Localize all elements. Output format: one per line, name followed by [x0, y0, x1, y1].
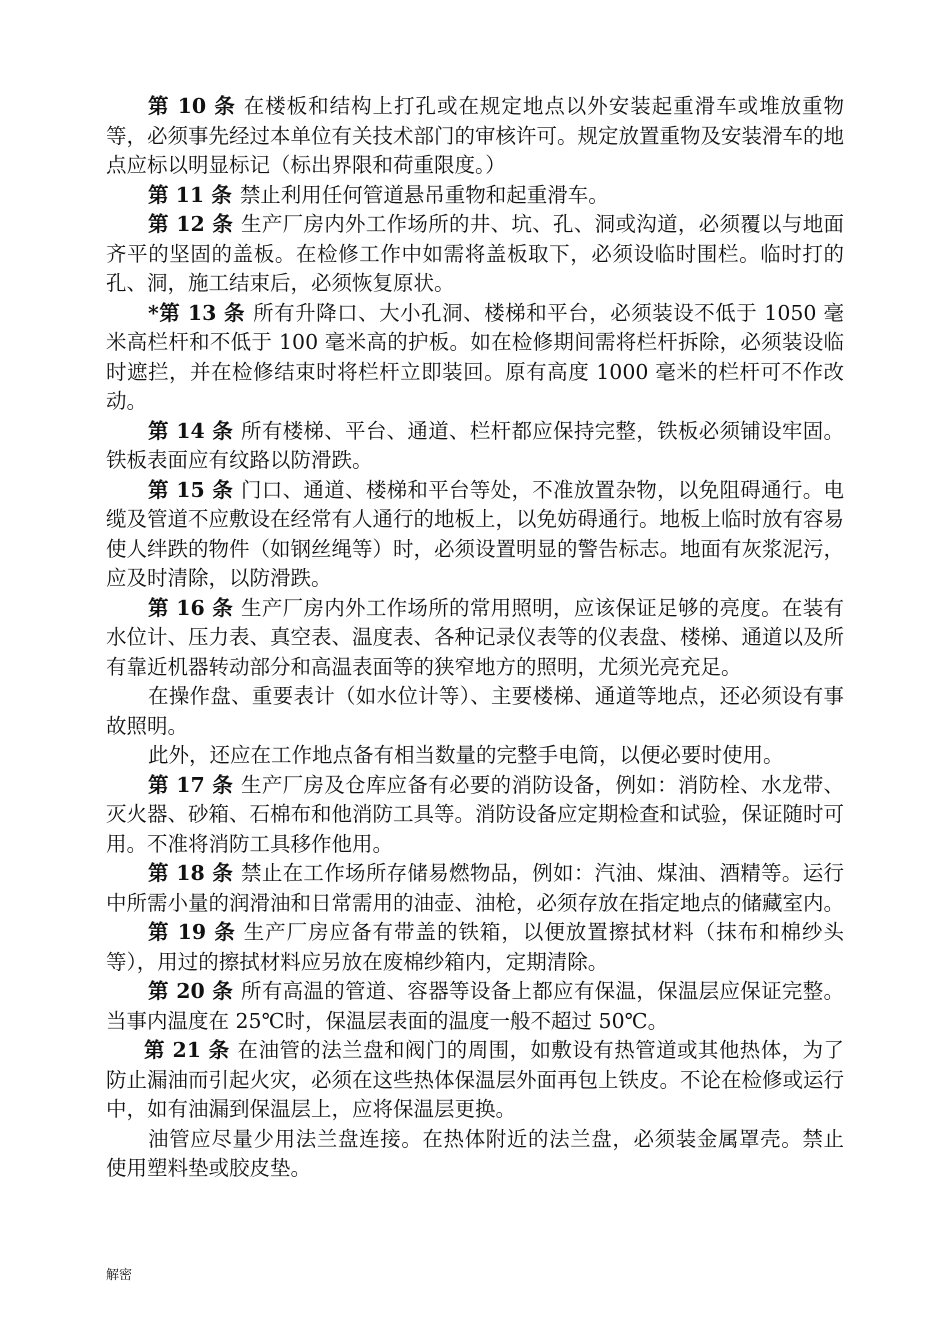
article-number: 第 14 条: [148, 418, 234, 443]
article-number: 第 19 条: [148, 920, 236, 944]
article-number: 第 20 条: [148, 979, 234, 1003]
article-number: 第 11 条: [148, 182, 232, 207]
article-16-para-3: [106, 741, 844, 771]
article-number: 第 16 条: [148, 595, 234, 620]
article-text: 禁止利用任何管道悬吊重物和起重滑车。: [239, 182, 609, 207]
article-12: [106, 210, 844, 299]
paragraph-text: 油管应尽量少用法兰盘连接。在热体附近的法兰盘，必须装金属罩壳。禁止使用塑料垫或胶皮垫。: [106, 1126, 844, 1180]
article-text: 禁止在工作场所存储易燃物品，例如：汽油、煤油、酒精等。运行中所需小量的润滑油和日常需用的油壶、油枪，必须存放在指定地点的储藏室内。: [106, 861, 844, 915]
article-text: 生产厂房内外工作场所的井、坑、孔、洞或沟道，必须覆以与地面齐平的坚固的盖板。在检修工作中如需将盖板取下，必须设临时围栏。临时打的孔、洞，施工结束后，必须恢复原状。: [106, 212, 844, 295]
article-18: [106, 859, 844, 918]
article-10: [106, 92, 844, 181]
article-number: *第 13 条: [148, 300, 246, 325]
article-number: 第 15 条: [148, 477, 234, 502]
article-text: 门口、通道、楼梯和平台等处，不准放置杂物，以免阻碍通行。电缆及管道不应敷设在经常有人通行的地板上，以免妨碍通行。地板上临时放有容易使人绊跌的物件（如钢丝绳等）时，必须设置明显的警告标志。地面有灰浆泥污，应及时清除，以防滑跌。: [106, 477, 844, 590]
article-number: 第 21 条: [144, 1038, 230, 1062]
article-13: [106, 299, 844, 417]
article-20: [106, 977, 844, 1036]
article-text: 在楼板和结构上打孔或在规定地点以外安装起重滑车或堆放重物等，必须事先经过本单位有关技术部门的审核许可。规定放置重物及安装滑车的地点应标以明显标记（标出界限和荷重限度。）: [106, 94, 844, 177]
paragraph-text: 此外，还应在工作地点备有相当数量的完整手电筒，以便必要时使用。: [148, 743, 784, 767]
article-16-para-2: [106, 682, 844, 741]
article-19: [106, 918, 844, 977]
article-text: 生产厂房及仓库应备有必要的消防设备，例如：消防栓、水龙带、灭火器、砂箱、石棉布和他消防工具等。消防设备应定期检查和试验，保证随时可用。不准将消防工具移作他用。: [106, 772, 844, 856]
article-15: [106, 476, 844, 594]
article-text: 在油管的法兰盘和阀门的周围，如敷设有热管道或其他热体，为了防止漏油而引起火灾，必须在这些热体保温层外面再包上铁皮。不论在检修或运行中，如有油漏到保温层上，应将保温层更换。: [106, 1038, 844, 1121]
article-number: 第 17 条: [148, 772, 234, 797]
article-number: 第 12 条: [148, 212, 234, 236]
document-body: [106, 92, 844, 1184]
article-21: [106, 1036, 844, 1125]
article-text: 生产厂房应备有带盖的铁箱，以便放置擦拭材料（抹布和棉纱头等），用过的擦拭材料应另放在废棉纱箱内，定期清除。: [106, 920, 844, 974]
article-17: [106, 771, 844, 860]
article-text: 所有高温的管道、容器等设备上都应有保温，保温层应保证完整。当事内温度在 25℃时，保温层表面的温度一般不超过 50℃。: [106, 979, 844, 1033]
paragraph-text: 在操作盘、重要表计（如水位计等）、主要楼梯、通道等地点，还必须设有事故照明。: [106, 684, 844, 738]
article-14: [106, 417, 844, 476]
footer-classification: 解密: [106, 1268, 133, 1283]
article-text: 所有升降口、大小孔洞、楼梯和平台，必须装设不低于 1050 毫米高栏杆和不低于 100 毫米高的护板。如在检修期间需将栏杆拆除，必须装设临时遮拦，并在检修结束时将栏杆立即装回。原有高度 1000 毫米的栏杆可不作改动。: [106, 300, 845, 413]
article-number: 第 18 条: [148, 861, 234, 885]
article-text: 所有楼梯、平台、通道、栏杆都应保持完整，铁板必须铺设牢固。铁板表面应有纹路以防滑跌。: [106, 418, 844, 472]
article-21-para-2: [106, 1125, 844, 1184]
article-16: [106, 594, 844, 683]
article-text: 生产厂房内外工作场所的常用照明，应该保证足够的亮度。在装有水位计、压力表、真空表、温度表、各种记录仪表等的仪表盘、楼梯、通道以及所有靠近机器转动部分和高温表面等的狭窄地方的照明，尤须光亮充足。: [106, 595, 844, 679]
article-number: 第 10 条: [148, 94, 236, 118]
article-11: [106, 181, 844, 211]
